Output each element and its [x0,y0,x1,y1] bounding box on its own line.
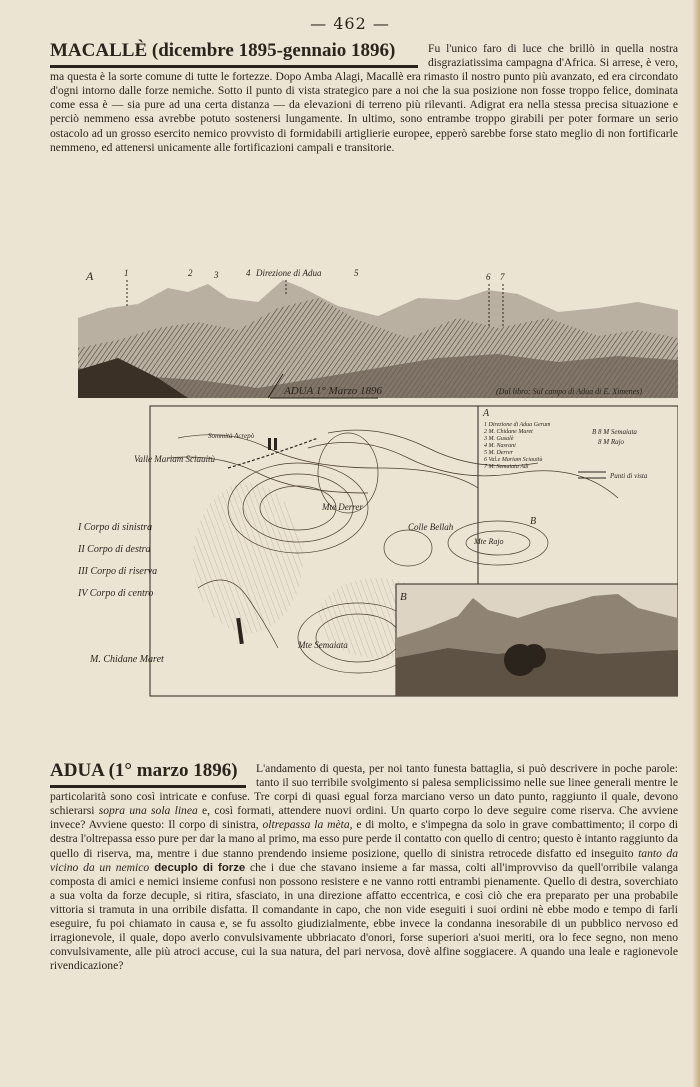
map-label-sommita: Sommità Acrepò [208,432,255,440]
adua-map-illustration [78,258,678,704]
section-body-part: e, così formati, attendere nuovi ordini. Un quarto corpo lo deve seguire come riserva. Che avviene invece? Avviene questo: Il corpo di sinistra, [50,804,678,832]
corps-label-4: IV Corpo di centro [78,588,154,599]
figure-source: (Dal libro: Sul campo di Adua di E. Ximenes) [496,387,642,396]
panorama-letter: A [86,269,94,283]
legend-item: 3 M. Gusalè [484,436,514,442]
point-number-4: 4 [246,268,251,278]
section-title: ADUA (1° marzo 1896) [50,760,246,788]
section-body-part: che i due che stavano insieme a far massa, colti all'improvviso da quell'orribile valanga composta di amici e nemici insieme confusi non possono resistere e ne vanno rotti entrambi pienamente. Quello di destra, soverchiato a sua volta da forze decuple, si ritira, sfasciato, in una direzione affatto eccentrica, e così ciò che era preparato per una probabile vittoria si tramuta in una orribile disfatta. Il comandante in capo, che non vide eseguiti i suoi ordini nè ebbe modo e tempo di farli eseguire, fu poi chiamato in causa e, se fu assolto giudizialmente, ebbe invece la condanna inesorabile di un pubblico nervoso ed irragionevole, il quale, dopo averlo convulsivamente ubbriacato d'onori, forse superiori a'suoi meriti, ora lo fece segno, non meno convulsivamente, alle più atroci accuse, cui la sua natura, del pari nervosa, dovè alfine soggiacere. A quando una leale e ragionevole rivendicazione? [50,860,678,973]
map-label-b: B [530,516,537,527]
section-title: MACALLÈ (dicembre 1895-gennaio 1896) [50,40,418,68]
emphasis: sopra una sola linea [98,804,198,818]
page-edge-shadow [692,0,700,1087]
legend-item: B 8 M Semaiata [592,428,637,436]
emphasis: oltrepassa la mèta, [262,818,353,832]
map-label-derrer: Mte Derrer [322,502,363,512]
map-label-valle: Valle Mariam Sciauitù [134,454,215,464]
map-label-rajo: Mte Rajo [474,537,504,546]
section-body-part: e di molto, e s'impegna da solo in grave combattimento; il corpo di destra l'oltrepassa esso pure per dar la mano al primo, ma esso pure perde il contatto con quello di centro; questo è intanto raggiunto da quello di riserva, ma, mentre i due stanno prendendo insieme posizione, quello di sinistra retrocede disfatto ed inseguito [50,818,678,860]
point-number-1: 1 [124,268,129,278]
legend-item: 8 M Rajo [598,438,625,446]
inset-letter: B [400,591,407,603]
corps-label-1: I Corpo di sinistra [78,522,153,533]
section-body-part: L'andamento di questa, per noi tanto funesta battaglia, si può descrivere in poche parole: tanto il suo terribile svolgimento si palesa semplicissimo nelle sue linee generali mentre le particolarità sono così intricate e confuse. Tre corpi di quasi egual forza marciano verso un dato punto, raggiunto il quale, devono schierarsi [50,762,678,818]
battle-figure [78,258,678,704]
legend-item: 2 M. Chidane Maret [484,429,533,435]
legend-title: A [483,408,490,419]
legend-item: 5 M. Derrer [484,450,513,456]
bold-emphasis: decuplo di forze [149,861,246,874]
section-adua [50,762,678,973]
figure-caption: ADUA 1° Marzo 1896 [284,385,383,397]
page-number: — 462 — [310,14,390,33]
section-body: Fu l'unico faro di luce che brillò in quella nostra disgraziatissima campagna d'Africa. Si arrese, è vero, ma questa è la sorte comune di tutte le fortezze. Dopo Amba Alagi, Macallè era rimasto il nostro punto più avanzato, ed era circondato d'ogni intorno dalle forze nemiche. Sotto il punto di vista strategico pare a noi che la sua posizione non fosse troppo felice, dominata come essa è — sia pure ad una certa distanza — da elevazioni di terreno più rilevanti. Adigrat era nella stessa precisa situazione e perciò nemmeno essa avrebbe potuto sostenersi lungamente. In ultimo, sono entrambe troppo girabili per poter formare un serio ostacolo ad un grosso esercito nemico provvisto di formidabili artiglierie europee, epperò sarebbe forse stato meglio di non fortificarle nemmeno, ed attenersi unicamente alle fortificazioni campali e transitorie. [50,42,678,154]
emphasis: tanto da vicino da un nemico [50,846,678,874]
direction-label: Direzione di Adua [256,268,322,278]
point-number-2: 2 [188,268,193,278]
map-label-colle: Colle Bellah [408,522,454,532]
legend-item: 1 Direzione di Adua Gerum [484,422,551,428]
map-label-chidane: M. Chidane Maret [90,654,164,665]
point-number-3: 3 [214,270,219,280]
legend-item: 6 Val.e Mariam Sciauitù [484,457,543,463]
corps-label-2: II Corpo di destra [78,544,151,555]
legend-item: 4 M. Nasrani [484,443,516,449]
legend-item: 7 M. Semaiata Adi [484,464,529,470]
map-label-semaiata: Mte Semaiata [298,640,348,650]
point-number-6: 6 [486,272,491,282]
legend-list [483,422,637,470]
point-number-7: 7 [500,272,505,282]
inset-b [396,584,678,696]
section-macalle [50,42,678,155]
panorama-a [78,280,678,398]
point-number-5: 5 [354,268,359,278]
corps-label-3: III Corpo di riserva [78,566,158,577]
punti-di-vista-label: Punti di vista [610,472,648,480]
